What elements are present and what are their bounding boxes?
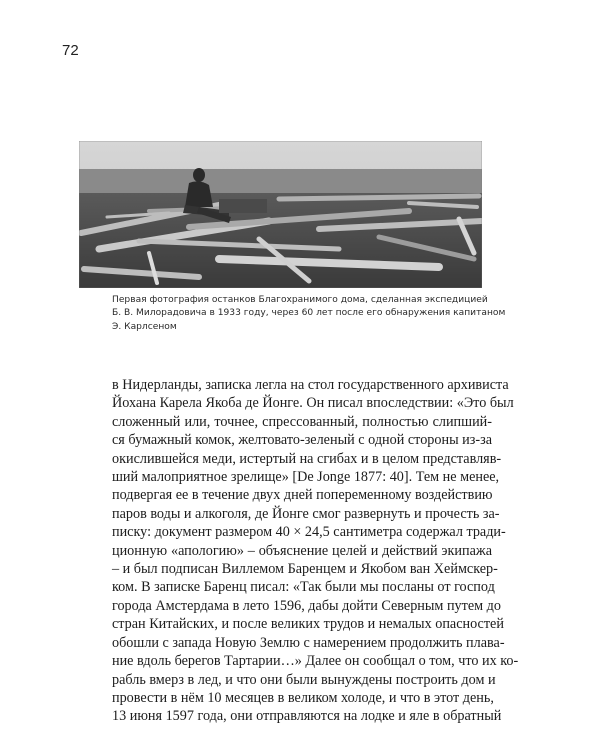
text-line: Йохана Карела Якоба де Йонге. Он писал впоследствии: «Это был xyxy=(112,395,514,412)
text-line: 13 июня 1597 года, они отправляются на лодке и яле в обратный xyxy=(112,708,502,725)
text-line: ционную «апологию» – объяснение целей и действий экипажа xyxy=(112,542,492,559)
caption-line: Б. В. Милорадовича в 1933 году, через 60 лет после его обнаружения капитаном xyxy=(112,308,506,319)
historical-photo xyxy=(79,141,482,288)
page-number: 72 xyxy=(62,42,79,59)
text-line: стран Китайских, и после великих трудов и немалых опасностей xyxy=(112,616,504,633)
caption-line: Э. Карлсеном xyxy=(112,321,177,332)
text-line: – и был подписан Виллемом Баренцем и Якобом ван Хеймскер- xyxy=(112,561,498,578)
text-line: ком. В записке Баренц писал: «Так были мы посланы от господ xyxy=(112,579,495,596)
text-line: ся бумажный комок, желтовато-зеленый с одной стороны из-за xyxy=(112,432,492,449)
text-line: подвергая ее в течение двух дней попеременному воздействию xyxy=(112,487,493,504)
text-line: в Нидерланды, записка легла на стол государственного архивиста xyxy=(112,377,509,393)
caption-line: Первая фотография останков Благохранимого дома, сделанная экспедицией xyxy=(112,295,488,305)
figure-caption xyxy=(112,294,506,334)
text-line: провести в нём 10 месяцев в великом холоде, и что в этот день, xyxy=(112,689,494,706)
text-line: ние вдоль берегов Тартарии…» Далее он сообщал о том, что их ко- xyxy=(112,653,519,670)
text-line: писку: документ размером 40 × 24,5 сантиметра содержал тради- xyxy=(112,524,506,541)
text-line: окислившейся меди, истертый на сгибах и в целом представляв- xyxy=(112,450,502,467)
driftwood-shore-photo xyxy=(79,141,482,288)
text-line: сложенный или, точнее, спрессованный, полностью слипший- xyxy=(112,413,492,430)
text-line: обошли с запада Новую Землю с намерением продолжить плава- xyxy=(112,634,505,651)
text-line: рабль вмерз в лед, и что они были вынуждены построить дом и xyxy=(112,671,496,688)
body-paragraph xyxy=(112,376,519,726)
text-line: паров воды и алкоголя, де Йонге смог развернуть и прочесть за- xyxy=(112,505,500,522)
text-line: ший малоприятное зрелище» [De Jonge 1877: 40]. Тем не менее, xyxy=(112,469,500,486)
text-line: города Амстердама в лето 1596, дабы дойти Северным путем до xyxy=(112,597,501,614)
